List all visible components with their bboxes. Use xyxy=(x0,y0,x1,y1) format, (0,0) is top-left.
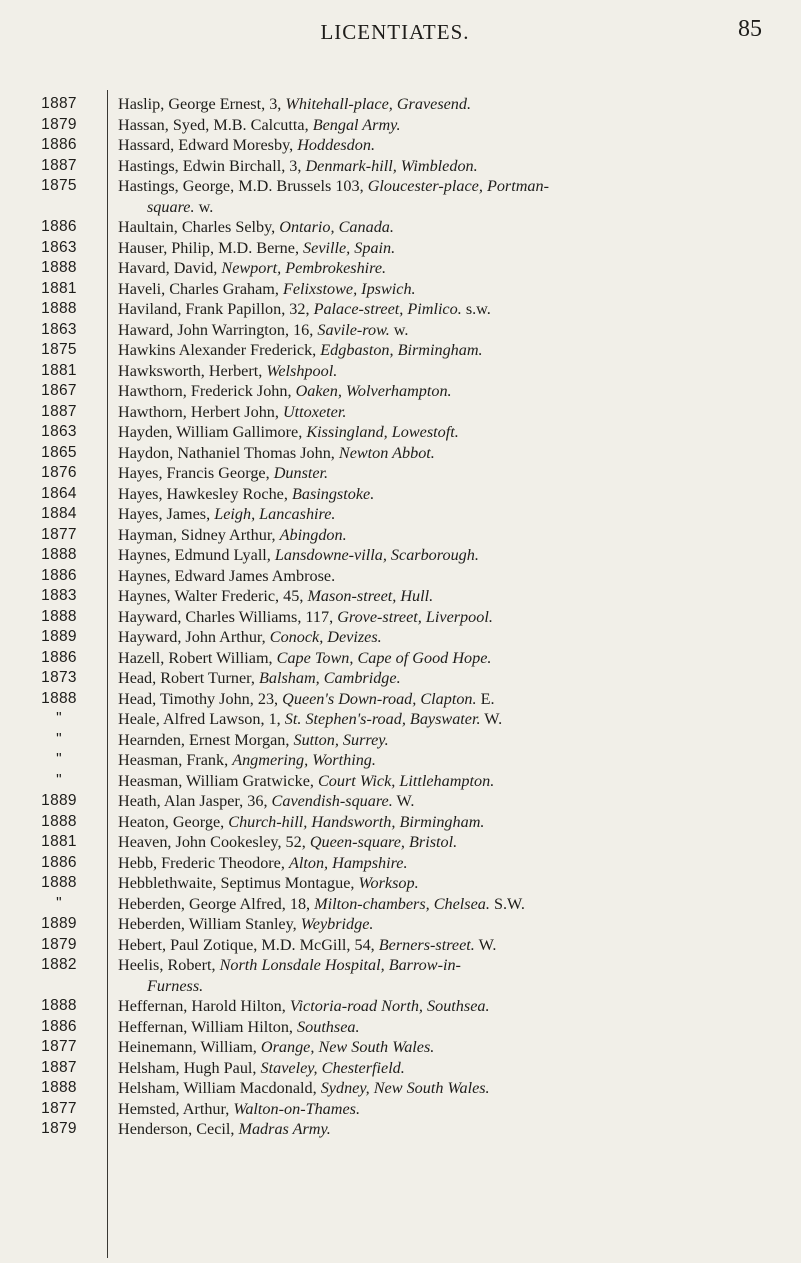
entry-text xyxy=(118,791,795,812)
entry-address: Basingstoke. xyxy=(291,484,375,503)
entry-year: 1863 xyxy=(41,320,77,338)
entry-year: 1888 xyxy=(41,607,77,625)
entry-text xyxy=(118,566,795,587)
list-item xyxy=(0,791,801,812)
entry-name: Haultain, Charles Selby, xyxy=(118,218,280,236)
list-item xyxy=(0,627,801,648)
entry-address: Victoria-road North, Southsea. xyxy=(289,997,490,1015)
list-item xyxy=(0,689,801,710)
entry-text xyxy=(118,94,795,115)
entry-text xyxy=(118,156,795,177)
entry-text xyxy=(118,238,795,259)
entry-district: W. xyxy=(474,935,497,954)
entry-address: Gloucester-place, Portman- xyxy=(367,177,549,195)
entry-name: Haveli, Charles Graham, xyxy=(118,279,283,298)
list-item xyxy=(0,258,801,279)
entry-name: Henderson, Cecil, xyxy=(118,1120,239,1138)
entry-address: Worksop. xyxy=(358,874,419,892)
entry-address: Orange, New South Wales. xyxy=(260,1038,435,1056)
list-item xyxy=(0,463,801,484)
entry-name: Havard, David, xyxy=(118,259,222,277)
entry-district: w. xyxy=(194,197,214,216)
entry-name: Hauser, Philip, M.D. Berne, xyxy=(118,238,304,257)
entry-address: Lansdowne-villa, Scarborough. xyxy=(274,546,479,564)
entry-year: 1886 xyxy=(41,648,77,666)
entry-address: Cape Town, Cape of Good Hope. xyxy=(276,648,492,667)
entry-address: Seville, Spain. xyxy=(303,238,396,257)
entry-text xyxy=(118,340,795,361)
entry-year: 1882 xyxy=(41,956,77,973)
entry-address: Whitehall-place, Gravesend. xyxy=(285,95,472,113)
entry-text xyxy=(118,586,795,607)
page-header xyxy=(0,12,801,52)
entry-name: Hastings, Edwin Birchall, 3, xyxy=(118,156,306,175)
entry-address: Kissingland, Lowestoft. xyxy=(306,423,459,441)
entry-name: Haward, John Warrington, 16, xyxy=(118,320,318,339)
entry-text xyxy=(118,853,795,874)
running-title: LICENTIATES. xyxy=(320,20,470,44)
entry-year: 1888 xyxy=(41,997,77,1014)
entry-text xyxy=(118,422,795,443)
entry-year: " xyxy=(56,751,62,768)
entry-name: Hassard, Edward Moresby, xyxy=(118,136,298,154)
entry-year: 1888 xyxy=(41,812,77,830)
entry-year: 1887 xyxy=(41,1058,77,1076)
entry-address: Conock, Devizes. xyxy=(269,628,382,646)
entry-year: 1888 xyxy=(41,546,77,563)
entry-year: " xyxy=(56,710,62,727)
entry-address: Uttoxeter. xyxy=(282,402,347,421)
entry-year: 1865 xyxy=(41,443,77,461)
list-item xyxy=(0,586,801,607)
entry-text xyxy=(118,689,795,710)
entry-year: 1888 xyxy=(41,1079,77,1096)
entry-year: 1881 xyxy=(41,833,77,850)
entry-address: Staveley, Chesterfield. xyxy=(260,1058,405,1077)
list-item xyxy=(0,299,801,320)
entry-text xyxy=(118,1099,795,1120)
list-item xyxy=(0,320,801,341)
entry-address: Court Wick, Littlehampton. xyxy=(317,771,495,790)
entry-text xyxy=(118,176,795,197)
entry-district: E. xyxy=(476,689,495,708)
entry-address: Queen-square, Bristol. xyxy=(309,833,458,851)
entry-text xyxy=(118,217,795,238)
list-item xyxy=(0,279,801,300)
list-item xyxy=(0,1119,801,1140)
list-item xyxy=(0,935,801,956)
entry-year: 1883 xyxy=(41,587,77,604)
entry-text xyxy=(118,668,795,689)
entry-text xyxy=(118,115,795,136)
list-item xyxy=(0,443,801,464)
entry-year: 1864 xyxy=(41,484,77,502)
list-item xyxy=(0,402,801,423)
entry-text xyxy=(147,976,795,997)
entry-name: Hayes, Hawkesley Roche, xyxy=(118,484,292,503)
entry-year: 1875 xyxy=(41,341,77,358)
entry-name: Hemsted, Arthur, xyxy=(118,1099,234,1118)
list-item xyxy=(0,914,801,935)
entry-name: Hawkins Alexander Frederick, xyxy=(118,341,321,359)
entry-name: Haynes, Walter Frederic, 45, xyxy=(118,587,308,605)
entry-name: Hebb, Frederic Theodore, xyxy=(118,853,289,872)
entry-name: Heberden, William Stanley, xyxy=(118,915,301,933)
list-item xyxy=(0,648,801,669)
page-number: 85 xyxy=(738,16,762,42)
list-item xyxy=(0,955,801,976)
entry-address: Madras Army. xyxy=(238,1120,331,1138)
entry-text xyxy=(118,402,795,423)
list-item xyxy=(0,607,801,628)
entry-text xyxy=(147,197,795,218)
entry-name: Hastings, George, M.D. Brussels 103, xyxy=(118,177,368,195)
entry-address: Furness. xyxy=(147,976,204,995)
entry-year: 1886 xyxy=(41,853,77,871)
entry-text xyxy=(118,525,795,546)
list-item xyxy=(0,361,801,382)
entry-name: Heinemann, William, xyxy=(118,1038,261,1056)
entry-address: Savile-row. xyxy=(317,320,390,339)
list-item xyxy=(0,668,801,689)
list-item xyxy=(0,566,801,587)
list-item xyxy=(0,771,801,792)
entry-year: " xyxy=(56,730,62,748)
entry-year: 1886 xyxy=(41,218,77,235)
entry-name: Hassan, Syed, M.B. Calcutta, xyxy=(118,115,313,134)
entry-district: W. xyxy=(392,792,415,810)
list-item xyxy=(0,525,801,546)
entry-text xyxy=(118,730,795,751)
list-item xyxy=(0,1058,801,1079)
entry-name: Heelis, Robert, xyxy=(118,956,220,974)
entry-address: Berners-street. xyxy=(378,935,475,954)
entry-year: 1888 xyxy=(41,259,77,276)
entry-year: 1888 xyxy=(41,689,77,707)
entry-year: 1877 xyxy=(41,1038,77,1055)
entry-address: Bengal Army. xyxy=(312,115,401,134)
list-item xyxy=(0,1017,801,1038)
entry-name: Hayden, William Gallimore, xyxy=(118,423,307,441)
entry-year: 1881 xyxy=(41,361,77,379)
entry-address: Dunster. xyxy=(273,464,329,482)
entry-name: Hayman, Sidney Arthur, xyxy=(118,525,280,544)
entry-year: 1879 xyxy=(41,1120,77,1137)
list-item xyxy=(0,94,801,115)
entry-year: 1886 xyxy=(41,1017,77,1035)
entry-name: Head, Timothy John, 23, xyxy=(118,689,283,708)
entry-name: Haydon, Nathaniel Thomas John, xyxy=(118,443,339,462)
entry-year: 1875 xyxy=(41,177,77,194)
entry-address: Hoddesdon. xyxy=(297,136,376,154)
entry-year: 1888 xyxy=(41,300,77,317)
entry-text xyxy=(118,996,795,1017)
entry-text xyxy=(118,299,795,320)
entry-text xyxy=(118,463,795,484)
entry-year: 1886 xyxy=(41,136,77,153)
entry-text xyxy=(118,1078,795,1099)
entry-name: Heale, Alfred Lawson, 1, xyxy=(118,710,285,728)
list-item xyxy=(0,1037,801,1058)
entry-text xyxy=(118,607,795,628)
entry-name: Hayward, Charles Williams, 117, xyxy=(118,607,338,626)
entry-address: Queen's Down-road, Clapton. xyxy=(282,689,477,708)
entry-address: Cavendish-square. xyxy=(271,792,393,810)
list-item xyxy=(0,217,801,238)
entry-name: Heasman, William Gratwicke, xyxy=(118,771,318,790)
entry-text xyxy=(118,709,795,730)
entry-text xyxy=(118,894,795,915)
entry-address: Church-hill, Handsworth, Birmingham. xyxy=(228,812,485,831)
entry-text xyxy=(118,627,795,648)
entry-name: Helsham, Hugh Paul, xyxy=(118,1058,261,1077)
entry-name: Heaven, John Cookesley, 52, xyxy=(118,833,310,851)
entry-text xyxy=(118,812,795,833)
entry-year: " xyxy=(56,771,62,789)
entry-address: Ontario, Canada. xyxy=(279,218,394,236)
entry-address: Southsea. xyxy=(297,1017,360,1036)
entry-year: 1879 xyxy=(41,115,77,133)
entry-text xyxy=(118,545,795,566)
entry-year: 1877 xyxy=(41,525,77,543)
entry-address: North Lonsdale Hospital, Barrow-in- xyxy=(219,956,461,974)
entry-year: 1877 xyxy=(41,1099,77,1117)
entry-address: Sutton, Surrey. xyxy=(293,730,389,749)
entry-year: 1886 xyxy=(41,566,77,584)
entry-address: Alton, Hampshire. xyxy=(288,853,408,872)
entry-text xyxy=(118,320,795,341)
entry-address: Felixstowe, Ipswich. xyxy=(282,279,416,298)
entry-text xyxy=(118,361,795,382)
list-item xyxy=(0,812,801,833)
entry-text xyxy=(118,135,795,156)
entry-text xyxy=(118,1119,795,1140)
entry-address: Grove-street, Liverpool. xyxy=(337,607,493,626)
entry-name: Heaton, George, xyxy=(118,812,229,831)
entry-year: 1889 xyxy=(41,628,77,645)
entry-name: Hawthorn, Frederick John, xyxy=(118,382,296,400)
entry-name: Hayward, John Arthur, xyxy=(118,628,270,646)
entry-address: Walton-on-Thames. xyxy=(233,1099,360,1118)
entry-address: Oaken, Wolverhampton. xyxy=(295,382,452,400)
entry-name: Heath, Alan Jasper, 36, xyxy=(118,792,272,810)
list-item-continuation xyxy=(0,197,801,218)
list-item xyxy=(0,853,801,874)
entry-address: square. xyxy=(147,197,195,216)
entry-address: Sydney, New South Wales. xyxy=(320,1079,490,1097)
entry-address: Weybridge. xyxy=(300,915,374,933)
entry-address: St. Stephen's-road, Bayswater. xyxy=(284,710,481,728)
entry-text xyxy=(118,832,795,853)
list-item xyxy=(0,340,801,361)
entry-address: Welshpool. xyxy=(266,361,338,380)
entry-address: Denmark-hill, Wimbledon. xyxy=(305,156,478,175)
entry-year: 1876 xyxy=(41,464,77,481)
entry-address: Milton-chambers, Chelsea. xyxy=(314,894,490,913)
entry-name: Hayes, Francis George, xyxy=(118,464,274,482)
entry-name: Hawthorn, Herbert John, xyxy=(118,402,283,421)
list-item xyxy=(0,1099,801,1120)
entry-name: Haslip, George Ernest, 3, xyxy=(118,95,286,113)
entry-year: 1889 xyxy=(41,915,77,932)
list-item xyxy=(0,156,801,177)
entry-text xyxy=(118,484,795,505)
list-item xyxy=(0,730,801,751)
entry-name: Hazell, Robert William, xyxy=(118,648,277,667)
entry-district: W. xyxy=(480,710,503,728)
entry-text xyxy=(118,279,795,300)
licentiates-list xyxy=(0,94,801,1140)
list-item xyxy=(0,709,801,730)
entry-text xyxy=(118,771,795,792)
entry-name: Head, Robert Turner, xyxy=(118,669,259,687)
list-item xyxy=(0,238,801,259)
list-item xyxy=(0,176,801,197)
entry-address: Angmering, Worthing. xyxy=(232,751,376,769)
entry-text xyxy=(118,381,795,402)
entry-text xyxy=(118,955,795,976)
entry-text xyxy=(118,443,795,464)
list-item xyxy=(0,1078,801,1099)
entry-address: Edgbaston, Birmingham. xyxy=(320,341,483,359)
entry-year: 1863 xyxy=(41,423,77,440)
list-item xyxy=(0,832,801,853)
entry-text xyxy=(118,1017,795,1038)
entry-year: 1873 xyxy=(41,669,77,686)
entry-district: w. xyxy=(389,320,409,339)
entry-name: Heasman, Frank, xyxy=(118,751,233,769)
list-item xyxy=(0,996,801,1017)
entry-year: 1884 xyxy=(41,505,77,522)
entry-year: 1863 xyxy=(41,238,77,256)
entry-name: Haynes, Edmund Lyall, xyxy=(118,546,275,564)
entry-year: 1889 xyxy=(41,792,77,809)
list-item xyxy=(0,115,801,136)
entry-name: Hearnden, Ernest Morgan, xyxy=(118,730,294,749)
entry-text xyxy=(118,258,795,279)
entry-text xyxy=(118,648,795,669)
entry-name: Heberden, George Alfred, 18, xyxy=(118,894,315,913)
entry-address: Newport, Pembrokeshire. xyxy=(221,259,387,277)
list-item xyxy=(0,750,801,771)
list-item xyxy=(0,422,801,443)
entry-year: 1887 xyxy=(41,402,77,420)
entry-name: Hebert, Paul Zotique, M.D. McGill, 54, xyxy=(118,935,379,954)
entry-district: s.w. xyxy=(461,300,491,318)
entry-text xyxy=(118,1037,795,1058)
list-item xyxy=(0,545,801,566)
entry-text xyxy=(118,1058,795,1079)
entry-text xyxy=(118,504,795,525)
entry-address: Leigh, Lancashire. xyxy=(214,505,336,523)
entry-year: 1888 xyxy=(41,874,77,891)
list-item xyxy=(0,484,801,505)
entry-year: 1887 xyxy=(41,156,77,174)
entry-address: Newton Abbot. xyxy=(338,443,435,462)
entry-name: Helsham, William Macdonald, xyxy=(118,1079,321,1097)
list-item xyxy=(0,873,801,894)
entry-name: Hayes, James, xyxy=(118,505,215,523)
list-item xyxy=(0,894,801,915)
entry-name: Haviland, Frank Papillon, 32, xyxy=(118,300,314,318)
entry-year: " xyxy=(56,894,62,912)
entry-name: Hebblethwaite, Septimus Montague, xyxy=(118,874,359,892)
entry-address: Abingdon. xyxy=(279,525,347,544)
list-item xyxy=(0,381,801,402)
list-item-continuation xyxy=(0,976,801,997)
entry-name: Heffernan, William Hilton, xyxy=(118,1017,298,1036)
list-item xyxy=(0,135,801,156)
entry-name: Hawksworth, Herbert, xyxy=(118,361,267,380)
entry-address: Palace-street, Pimlico. xyxy=(313,300,462,318)
entry-text xyxy=(118,935,795,956)
list-item xyxy=(0,504,801,525)
entry-text xyxy=(118,914,795,935)
entry-address: Mason-street, Hull. xyxy=(307,587,434,605)
entry-year: 1887 xyxy=(41,95,77,112)
entry-district: S.W. xyxy=(489,894,525,913)
entry-name: Heffernan, Harold Hilton, xyxy=(118,997,290,1015)
entry-address: Balsham, Cambridge. xyxy=(258,669,401,687)
entry-year: 1867 xyxy=(41,382,77,399)
entry-text xyxy=(118,750,795,771)
entry-year: 1879 xyxy=(41,935,77,953)
entry-text xyxy=(118,873,795,894)
entry-name: Haynes, Edward James Ambrose. xyxy=(118,566,336,585)
entry-year: 1881 xyxy=(41,279,77,297)
